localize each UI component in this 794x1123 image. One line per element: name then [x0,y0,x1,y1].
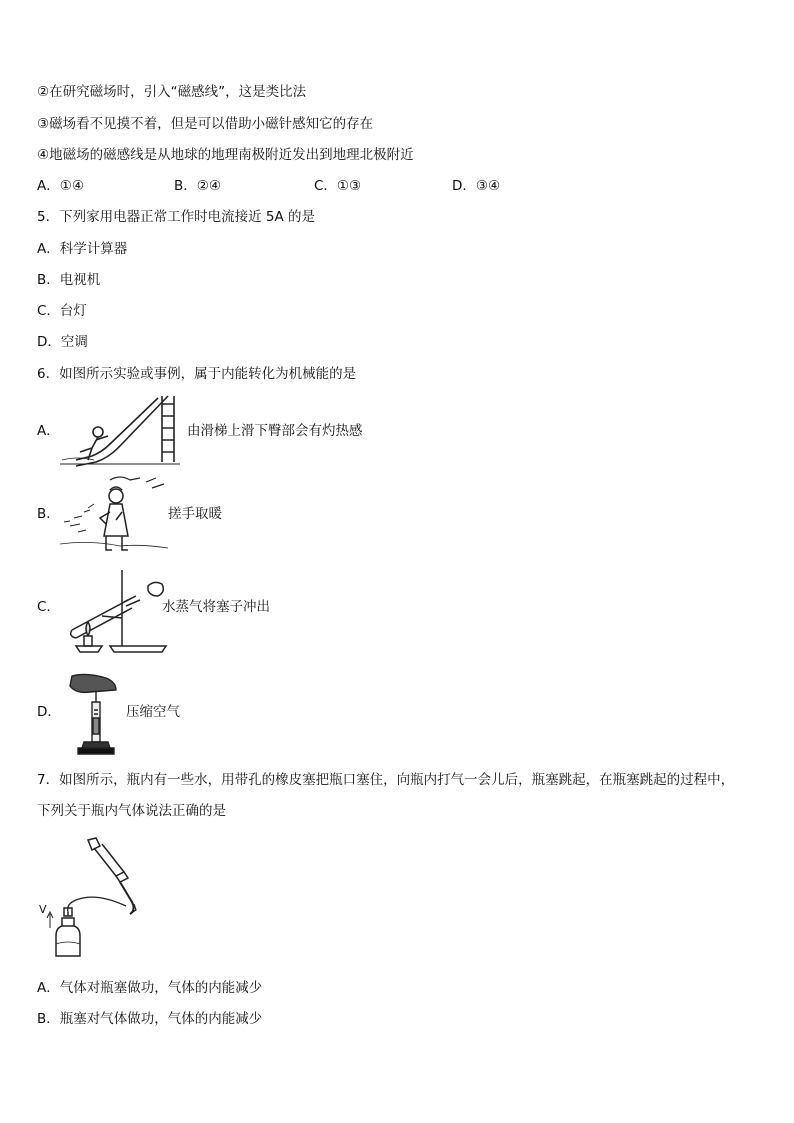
test-tube-heating-illustration [62,566,170,654]
q5-option-a[interactable]: A．科学计算器 [37,241,128,257]
q7-option-b[interactable]: B．瓶塞对气体做功，气体的内能减少 [37,1011,263,1027]
q6-option-c-caption: 水蒸气将塞子冲出 [162,599,270,615]
q4-statement-2: ②在研究磁场时，引入“磁感线”，这是类比法 [37,84,307,100]
rubbing-hands-illustration [60,474,170,554]
bottle-pump-illustration [36,836,144,960]
q4-option-d[interactable]: D．③④ [452,178,501,194]
q6-stem: 6．如图所示实验或事例，属于内能转化为机械能的是 [37,366,357,382]
q4-statement-3: ③磁场看不见摸不着，但是可以借助小磁针感知它的存在 [37,116,374,132]
q7-option-a[interactable]: A．气体对瓶塞做功，气体的内能减少 [37,980,263,996]
q5-stem: 5．下列家用电器正常工作时电流接近 5A 的是 [37,209,315,225]
q4-options [37,177,737,195]
q7-stem-line-2: 下列关于瓶内气体说法正确的是 [37,803,226,819]
q5-option-b[interactable]: B．电视机 [37,272,101,288]
q4-option-c[interactable]: C．①③ [314,178,362,194]
air-compression-piston-illustration [66,672,124,756]
q6-option-a-caption: 由滑梯上滑下臀部会有灼热感 [187,423,363,439]
q4-statement-4: ④地磁场的磁感线是从地球的地理南极附近发出到地理北极附近 [37,147,414,163]
q5-option-c[interactable]: C．台灯 [37,303,87,319]
q6-option-d-caption: 压缩空气 [126,704,180,720]
q6-option-a-letter[interactable]: A． [37,423,60,439]
q7-stem-line-1: 7．如图所示，瓶内有一些水，用带孔的橡皮塞把瓶口塞住，向瓶内打气一会儿后，瓶塞跳起，在瓶塞跳起的过程中， [37,772,735,788]
q6-option-c-letter[interactable]: C． [37,599,60,615]
q6-option-b-letter[interactable]: B． [37,506,60,522]
q4-option-b[interactable]: B．②④ [174,178,221,194]
velocity-label: V [39,903,47,916]
q6-option-d-letter[interactable]: D． [37,704,61,720]
q6-option-b-caption: 搓手取暖 [168,506,222,522]
q5-option-d[interactable]: D．空调 [37,334,88,350]
q4-option-a[interactable]: A．①④ [37,178,84,194]
slide-illustration [58,390,182,468]
